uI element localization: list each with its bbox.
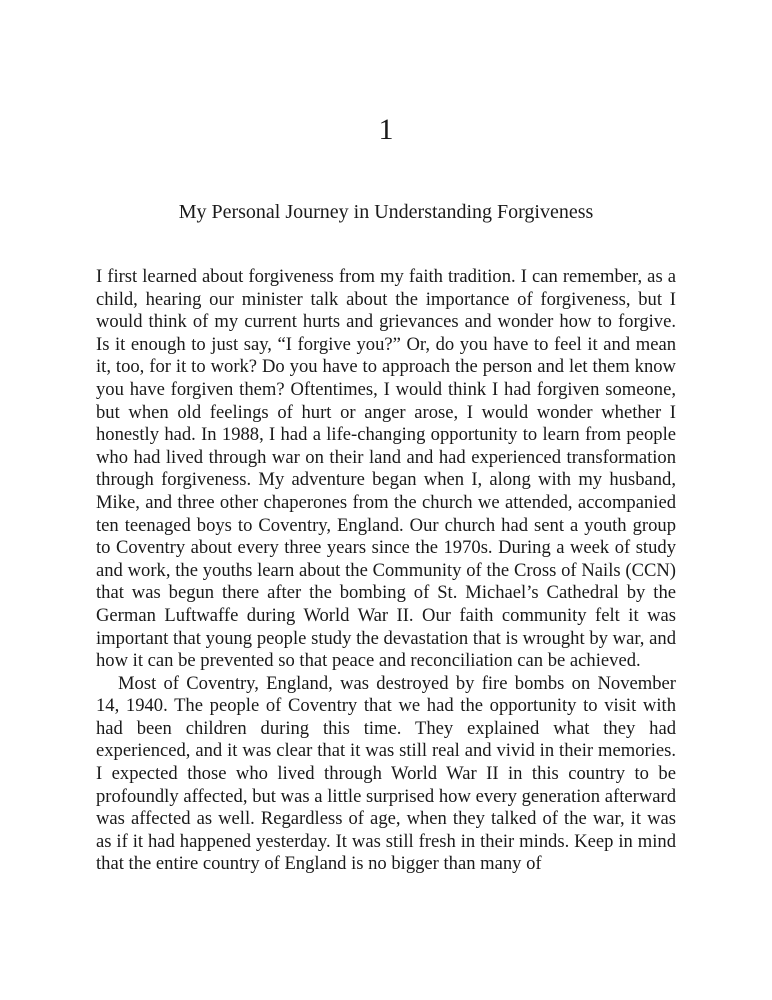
body-paragraph-1: I first learned about forgiveness from my faith tradition. I can remember, as a child, hearing our minister talk about the importance of forgiveness, but I would think of my current hurts and grievances and wonder how to forgive. Is it enough to just say, “I forgive you?” Or, do you have to feel it and mean it, too, for it to work? Do you have to approach the person and let them know you have forgiven them? Oftentimes, I would think I had forgiven someone, but when old feelings of hurt or anger arose, I would wonder whether I honestly had. In 1988, I had a life-changing opportunity to learn from people who had lived through war on their land and had experienced transformation through forgiveness. My adventure began when I, along with my husband, Mike, and three other chaperones from the church we attended, accompanied ten teenaged boys to Coventry, England. Our church had sent a youth group to Coventry about every three years since the 1970s. During a week of study and work, the youths learn about the Community of the Cross of Nails (CCN) that was begun there after the bombing of St. Michael’s Cathedral by the German Luftwaffe during World War II. Our faith community felt it was important that young people study the devastation that is wrought by war, and how it can be prevented so that peace and reconciliation can be achieved. <box>96 266 676 672</box>
chapter-number: 1 <box>378 113 394 146</box>
chapter-body <box>96 266 676 876</box>
body-paragraph-2: Most of Coventry, England, was destroyed by fire bombs on November 14, 1940. The people of Coventry that we had the opportunity to visit with had been children during this time. They explained what they had experienced, and it was clear that it was still real and vivid in their memories. I expected those who lived through World War II in this country to be profoundly affected, but was a little surprised how every generation afterward was affected as well. Regardless of age, when they talked of the war, it was as if it had happened yesterday. It was still fresh in their minds. Keep in mind that the entire country of England is no bigger than many of <box>96 672 676 875</box>
chapter-title: My Personal Journey in Understanding Forgiveness <box>178 201 594 223</box>
